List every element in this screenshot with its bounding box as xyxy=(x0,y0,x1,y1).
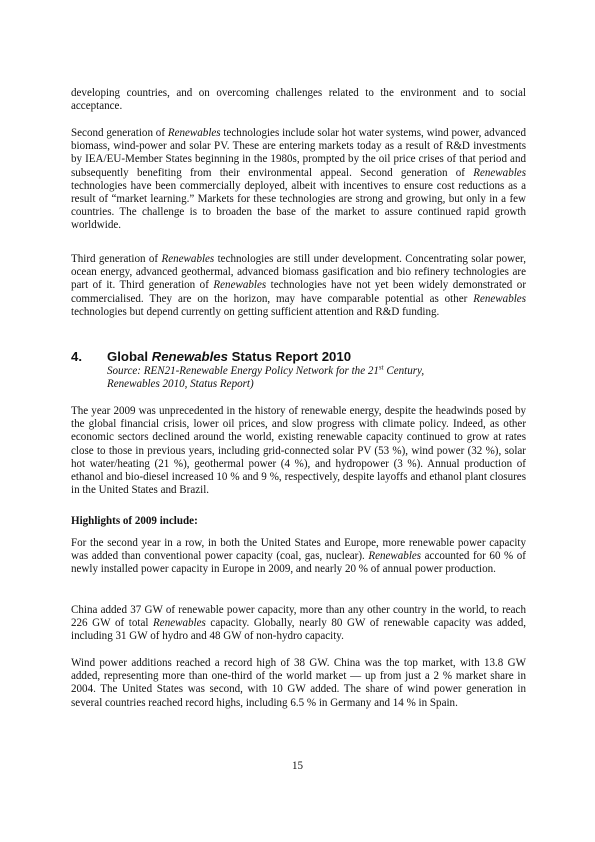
paragraph-china xyxy=(71,604,526,644)
text-run: technologies include solar hot water systems, wind power, advanced biomass, wind-power and solar PV. These are entering markets today as a result of R&D investments by IEA/EU-Member States beginning in the 1980s, prompted by the oil price crises of that period and subsequently benefiting from their environmental appeal. Second generation of xyxy=(71,127,526,179)
text-run: Second generation of xyxy=(71,127,168,139)
text-run: technologies have not yet been widely demonstrated or commercialised. They are on the horizon, may have comparable potential as other xyxy=(71,279,527,305)
text-run: For the second year in a row, in both the United States and Europe, more renewable power capacity was added than conventional power capacity (coal, gas, nuclear). xyxy=(71,537,526,563)
italic-renewables: Renewables xyxy=(153,617,206,630)
source-line-1: Source: REN21-Renewable Energy Policy Network for the 21 xyxy=(107,365,379,377)
paragraph-second-generation xyxy=(71,127,526,233)
italic-renewables: Renewables xyxy=(473,292,526,305)
section-number: 4. xyxy=(71,349,82,364)
italic-renewables: Renewables xyxy=(368,550,422,563)
text-run: technologies have been commercially deployed, albeit with incentives to ensure cost reductions as a result of “market learning.” Markets for these technologies are strong and growing, but only in a few countries. The challenge is to broaden the base of the market to assure continued rapid growth worldwide. xyxy=(71,179,526,232)
section-source-note xyxy=(107,365,527,391)
italic-renewables: Renewables xyxy=(473,166,526,179)
paragraph-intro-continued: developing countries, and on overcoming challenges related to the environment and to social acceptance. xyxy=(71,87,526,113)
source-superscript: st xyxy=(378,363,384,372)
section-title-text: Status Report 2010 xyxy=(227,349,352,364)
italic-renewables: Renewables xyxy=(167,127,221,139)
text-run: accounted for 60 % of newly installed power capacity in Europe in 2009, and nearly 20 % of annual power production. xyxy=(71,550,526,576)
text-run: capacity. Globally, nearly 80 GW of renewable capacity was added, including 31 GW of hydro and 48 GW of non-hydro capacity. xyxy=(71,617,526,643)
highlights-heading: Highlights of 2009 include: xyxy=(71,515,198,527)
paragraph-wind-power: Wind power additions reached a record high of 38 GW. China was the top market, with 13.8 GW added, representing more than one-third of the world market — up from just a 2 % market share in 2004. The United States was second, with 10 GW added. The share of wind power generation in several countries reached record highs, including 6.5 % in Germany and 14 % in Spain. xyxy=(71,657,526,709)
text-run: China added 37 GW of renewable power capacity, more than any other country in the world, to reach 226 GW of total xyxy=(71,604,526,630)
source-line-2: Renewables 2010, Status Report) xyxy=(107,378,254,391)
italic-renewables: Renewables xyxy=(213,279,267,292)
section-heading xyxy=(71,349,526,364)
paragraph-us-europe xyxy=(71,537,526,577)
source-line-1-end: Century, xyxy=(383,365,425,377)
section-title-italic: Renewables xyxy=(151,349,228,364)
text-run: technologies but depend currently on getting sufficient attention and R&D funding. xyxy=(71,305,440,318)
paragraph-third-generation xyxy=(71,253,526,319)
italic-renewables: Renewables xyxy=(161,253,215,265)
section-title-text: Global xyxy=(107,349,152,364)
text-run: Third generation of xyxy=(71,253,162,265)
paragraph-year-2009: The year 2009 was unprecedented in the history of renewable energy, despite the headwinds posed by the global financial crisis, lower oil prices, and slow progress with climate policy. Indeed, as other economic sectors declined around the world, existing renewable capacity continued to grow at rates close to those in previous years, including grid-connected solar PV (53 %), wind power (32 %), solar hot water/heating (21 %), geothermal power (4 %), and hydropower (3 %). Annual production of ethanol and bio-diesel increased 10 % and 9 %, respectively, despite layoffs and ethanol plant closures in the United States and Brazil. xyxy=(71,405,526,497)
text-run: technologies are still under development. Concentrating solar power, ocean energy, advanced geothermal, advanced biomass gasification and bio refinery technologies are part of it. Third generation of xyxy=(71,253,526,292)
page-number: 15 xyxy=(291,760,304,772)
